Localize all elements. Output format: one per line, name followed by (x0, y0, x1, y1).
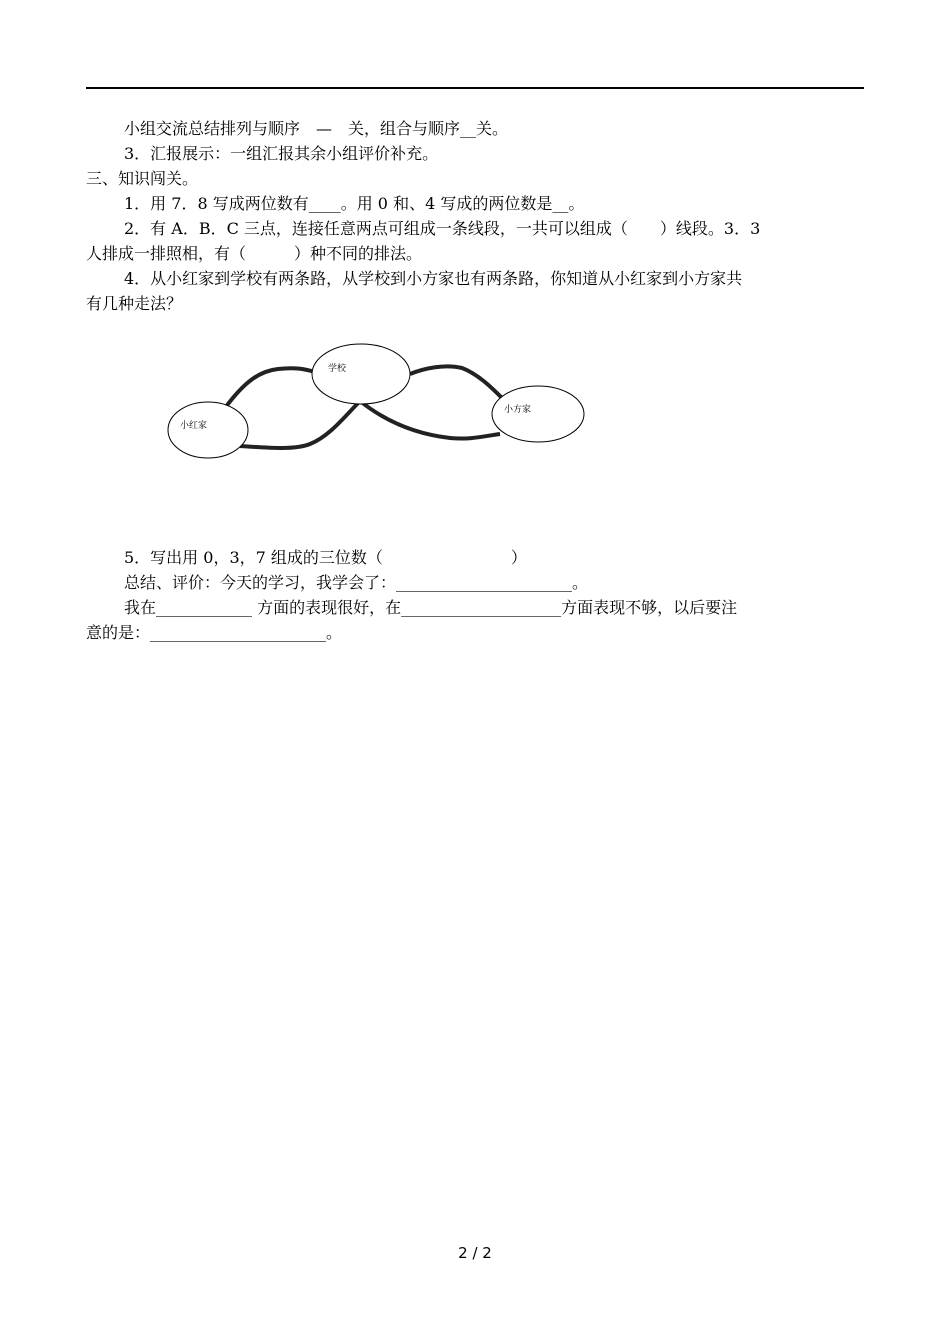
school-label: 学校 (328, 364, 347, 374)
question-5: 5．写出用 0，3，7 组成的三位数（ ） (124, 548, 527, 567)
road-school-friend-lower (360, 401, 500, 439)
summary-performance: 我在____________ 方面的表现很好，在____________________方面表现不够，以后要注 (124, 598, 738, 617)
route-diagram (160, 336, 600, 476)
question-1: 1．用 7．8 写成两位数有____。用 0 和、4 写成的两位数是__。 (124, 194, 585, 213)
question-4: 4．从小红家到学校有两条路，从学校到小方家也有两条路，你知道从小红家到小方家共 (124, 269, 743, 288)
page-number: 2 / 2 (458, 1244, 492, 1262)
section-heading-knowledge: 三、知识闯关。 (86, 169, 199, 188)
home-label: 小红家 (180, 421, 208, 431)
document-body-bottom (86, 545, 864, 645)
paragraph-report: 3．汇报展示：一组汇报其余小组评价补充。 (124, 144, 439, 163)
summary-learned: 总结、评价：今天的学习，我学会了：______________________。 (124, 573, 589, 592)
question-4-continued: 有几种走法？ (86, 294, 183, 313)
header-rule (86, 87, 864, 89)
friend-home-label: 小方家 (504, 405, 532, 415)
document-body-top (86, 116, 864, 316)
summary-attention: 意的是：______________________。 (86, 623, 343, 642)
road-school-friend-upper (410, 366, 502, 398)
paragraph-group-summary: 小组交流总结排列与顺序 — 关，组合与顺序__关。 (124, 119, 509, 138)
road-home-school-upper (225, 368, 315, 408)
road-home-school-lower (240, 399, 362, 448)
question-3-continued: 人排成一排照相，有（ ）种不同的排法。 (86, 244, 423, 263)
question-2: 2．有 A．B．C 三点，连接任意两点可组成一条线段，一共可以组成（ ）线段。3．3 (124, 219, 761, 238)
school-node (312, 344, 410, 404)
